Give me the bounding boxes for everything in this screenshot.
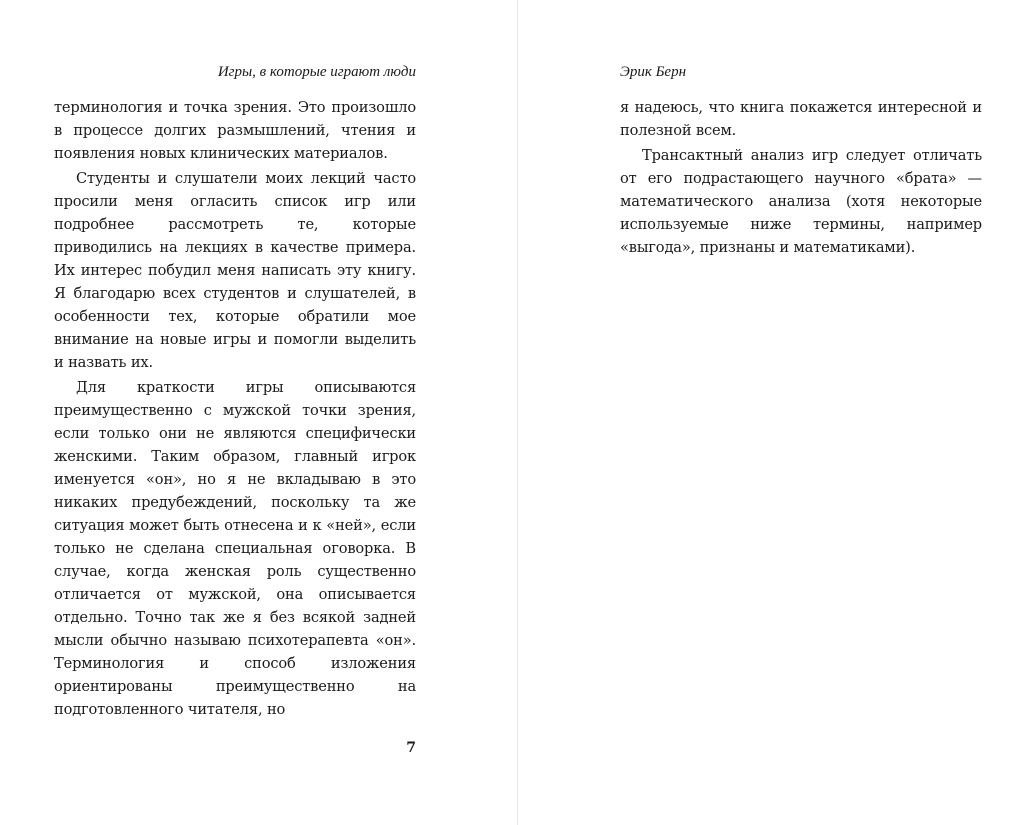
page-number: 7: [406, 740, 416, 756]
paragraph: терминология и точка зрения. Это произошло в процессе долгих размышлений, чтения и появления новых клинических материалов.: [54, 99, 416, 162]
paragraph: Трансактный анализ игр следует отличать от его подрастающего научного «брата» — математического анализа (хотя некоторые используемые ниже термины, например «выгода», признаны и математиками).: [620, 147, 982, 256]
paragraph: Для краткости игры описываются преимущественно с мужской точки зрения, если только они не являются специфически женскими. Таким образом, главный игрок именуется «он», но я не вкладываю в это никаких предубеждений, поскольку та же ситуация может быть отнесена и к «ней», если только не сделана специальная оговорка. В случае, когда женская роль существенно отличается от мужской, она описывается отдельно. Точно так же я без всякой задней мысли обычно называю психотерапевта «он». Терминология и способ изложения ориентированы преимущественно на подготовленного читателя, но: [54, 379, 416, 718]
paragraph: я надеюсь, что книга покажется интересной и полезной всем.: [620, 99, 982, 139]
right-page-body: [620, 96, 982, 261]
right-page: [518, 0, 1036, 825]
left-page-body: [54, 96, 416, 723]
running-head-book-title: Игры, в которые играют люди: [217, 64, 416, 80]
running-head-author: Эрик Берн: [620, 64, 687, 80]
paragraph: Студенты и слушатели моих лекций часто просили меня огласить список игр или подробнее рассмотреть те, которые приводились на лекциях в качестве примера. Их интерес побудил меня написать эту книгу. Я благодарю всех студентов и слушателей, в особенности тех, которые обратили мое внимание на новые игры и помогли выделить и назвать их.: [54, 170, 416, 371]
